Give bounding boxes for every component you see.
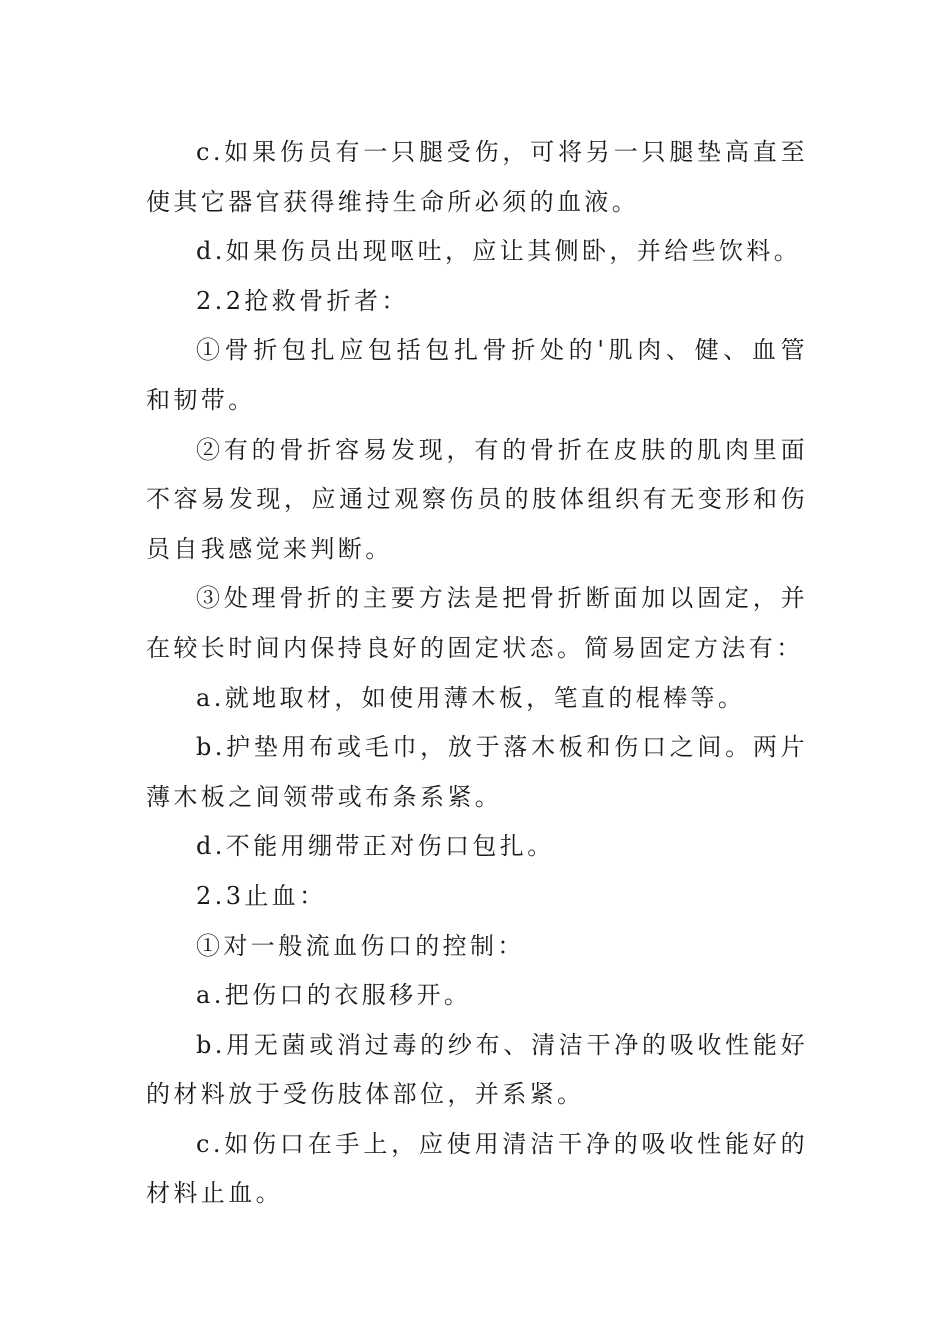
paragraph-fracture-bandage: ①骨折包扎应包括包扎骨折处的'肌肉、健、血管和韧带。 (146, 336, 808, 414)
document-page (146, 128, 808, 1219)
paragraph-hand-wound: c.如伤口在手上，应使用清洁干净的吸收性能好的材料止血。 (146, 1129, 808, 1208)
paragraph-leg-injury: c.如果伤员有一只腿受伤，可将另一只腿垫高直至使其它器官获得维持生命所必须的血液。 (146, 138, 808, 216)
section-heading-bleeding: 2.3止血： (196, 881, 327, 910)
paragraph-no-bandage: d.不能用绷带正对伤口包扎。 (196, 832, 555, 861)
paragraph-fracture-fixation: ③处理骨折的主要方法是把骨折断面加以固定，并在较长时间内保持良好的固定状态。简易固定方法有： (146, 584, 808, 662)
paragraph-vomiting: d.如果伤员出现呕吐，应让其侧卧，并给些饮料。 (196, 237, 802, 266)
paragraph-sterile-gauze: b.用无菌或消过毒的纱布、清洁干净的吸收性能好的材料放于受伤肢体部位，并系紧。 (146, 1030, 808, 1109)
paragraph-remove-clothes: a.把伤口的衣服移开。 (196, 981, 472, 1010)
section-heading-fracture: 2.2抢救骨折者： (196, 286, 409, 315)
paragraph-fracture-detection: ②有的骨折容易发现，有的骨折在皮肤的肌肉里面不容易发现，应通过观察伤员的肢体组织有无变形和伤员自我感觉来判断。 (146, 435, 808, 563)
paragraph-padding: b.护垫用布或毛巾，放于落木板和伤口之间。两片薄木板之间领带或布条系紧。 (146, 733, 808, 811)
paragraph-materials: a.就地取材，如使用薄木板，笔直的棍棒等。 (196, 683, 746, 712)
paragraph-bleeding-control: ①对一般流血伤口的控制： (196, 931, 525, 960)
